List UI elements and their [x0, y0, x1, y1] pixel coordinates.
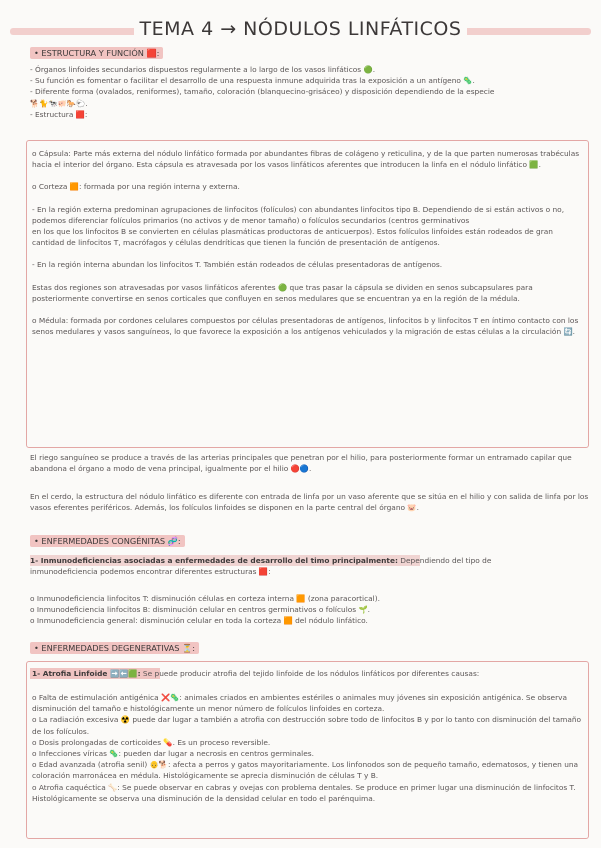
- cerdo-text: En el cerdo, la estructura del nódulo linfático es diferente con entrada de linfa por un vaso aferente que se sitúa en el hilio y con salida de linfa por los vasos eferentes periféricos. Además, los folículos linfoides se disponen en la parte central del órgano 🐷.: [30, 492, 589, 513]
- congenital-list: [30, 593, 590, 627]
- list-item-corticoides: o Dosis prolongadas de corticoides 💊. Es un proceso reversible.: [32, 737, 271, 747]
- list-item-inmuno-t: o Inmunodeficiencia linfocitos T: disminución células en corteza interna 🟧 (zona paracortical).: [30, 594, 380, 603]
- atravesadas-text: Estas dos regiones son atravesadas por vasos linfáticos aferentes 🟢 que tras pasar la cápsula se dividen en senos subcapsulares para posteriormente convertirse en senos corticales que confluyen en senos medulares que se encuentran ya en la región de la médula.: [32, 282, 533, 303]
- capsula-text: o Cápsula: Parte más externa del nódulo linfático formada por abundantes fibras de colágeno y reticulina, y de la que parten numerosas trabéculas hacia el interior del órgano. Esta cápsula es atravesada por los vasos linfáticos aferentes que introducen la linfa en el nódulo linfático 🟩.: [32, 149, 580, 170]
- congenital-sub-title: 1- Inmunodeficiencias asociadas a enfermedades de desarrollo del timo principalmente:: [30, 556, 398, 565]
- list-item-inmuno-general: o Inmunodeficiencia general: disminución celular en toda la corteza 🟧 del nódulo linfático.: [30, 616, 368, 626]
- congenital-sub-rest: Dependiendo del tipo de: [397, 556, 492, 565]
- structure-line-2: - Su función es fomentar o facilitar el desarrollo de una respuesta inmune adquirida tras la exposición a un antígeno 🦠.: [30, 76, 475, 86]
- congenital-sub-line-2: inmunodeficiencia podemos encontrar diferentes estructuras 🟥:: [30, 567, 271, 576]
- list-item-estimulacion: o Falta de estimulación antigénica ❌🦠: animales criados en ambientes estériles o animales muy jóvenes sin exposición antigénica. Se observa disminución del tamaño e histológicamente un menor número de folículos linfoides en corteza.: [32, 693, 568, 714]
- atrofia-intro: Se puede producir atrofia del tejido linfoide de los nódulos linfáticos por diferentes causas:: [140, 669, 480, 678]
- atrofia-title: 1- Atrofia Linfoide ➡️⬅️🟩:: [32, 669, 141, 678]
- section-structure-heading: • ESTRUCTURA Y FUNCIÓN 🟥:: [30, 48, 163, 59]
- section-degenerative-heading: • ENFERMEDADES DEGENERATIVAS ⏳:: [30, 643, 199, 654]
- region-externa-text: - En la región externa predominan agrupaciones de linfocitos (folículos) con abundantes linfocitos tipo B. Dependiendo de si están activos o no, podemos diferenciar folículos primarios (no activos y de menor tamaño) o folículos secundarios (centros germinativos: [32, 204, 565, 225]
- medula-text: o Médula: formada por cordones celulares compuestos por células presentadoras de antígenos, linfocitos b y linfocitos T en íntimo contacto con los senos medulares y vasos sanguíneos, lo que favorece la exposición a los antígenos vehiculados y la migración de estas células a la circulación 🔄.: [32, 316, 579, 337]
- page-title: TEMA 4 → NÓDULOS LINFÁTICOS: [134, 18, 468, 40]
- corteza-text: o Corteza 🟧: formada por una región interna y externa.: [32, 182, 240, 192]
- list-item-viricas: o Infecciones víricas 🦠: pueden dar lugar a necrosis en centros germinales.: [32, 749, 314, 759]
- congenital-subheading: [30, 555, 590, 566]
- structure-line-1: - Órganos linfoides secundarios dispuestos regularmente a lo largo de los vasos linfáticos 🟢.: [30, 65, 376, 74]
- atrofia-heading: [32, 668, 582, 679]
- list-item-caquectica: o Atrofia caquéctica 🦴: Se puede observar en cabras y ovejas con problema dentales. Se produce en primer lugar una disminución de linfocitos T. Histológicamente se observa una disminución de la densidad celular en todo el parénquima.: [32, 782, 576, 803]
- structure-intro: [30, 64, 590, 120]
- title-block: [0, 18, 601, 44]
- riego-text: El riego sanguíneo se produce a través de las arterias principales que penetran por el hilio, para posteriormente formar un entramado capilar que abandona el órgano a modo de vena principal, igualmente por el hilio 🔴🔵.: [30, 453, 572, 474]
- structure-line-3: - Diferente forma (ovalados, reniformes), tamaño, coloración (blanquecino-grisáceo) y disposición dependiendo de la especie: [30, 87, 495, 97]
- list-item-inmuno-b: o Inmunodeficiencia linfocitos B: disminución celular en centros germinativos o folículos 🌱.: [30, 605, 371, 615]
- region-externa-text-2: en los que los linfocitos B se convierten en células plasmáticas productoras de anticuerpos). Estos folículos linfoides están rodeados de gran cantidad de linfocitos T, macrófagos y células dendríticas que tienen la función de presentación de antígenos.: [32, 227, 553, 248]
- list-item-edad: o Edad avanzada (atrofia senil) 👴🐕: afecta a perros y gatos mayoritariamente. Los linfonodos son de pequeño tamaño, edematosos, y tienen una coloración marronácea en médula. Histológicamente se aprecia disminución de células T y B.: [32, 760, 579, 781]
- atrofia-list: [32, 692, 582, 804]
- box-content: [32, 148, 582, 337]
- list-item-radiacion: o La radiación excesiva ☢️ puede dar lugar a también a atrofia con destrucción sobre todo de linfocitos B y por lo tanto con disminución del tamaño de los folículos.: [32, 715, 582, 736]
- structure-line-4: - Estructura 🟥:: [30, 109, 88, 119]
- species-icons: 🐕🐈🐄🐖🐎🐑.: [30, 98, 88, 108]
- region-interna-text: - En la región interna abundan los linfocitos T. También están rodeados de células presentadoras de antígenos.: [32, 260, 443, 270]
- section-congenital-heading: • ENFERMEDADES CONGÉNITAS 🧬:: [30, 536, 185, 547]
